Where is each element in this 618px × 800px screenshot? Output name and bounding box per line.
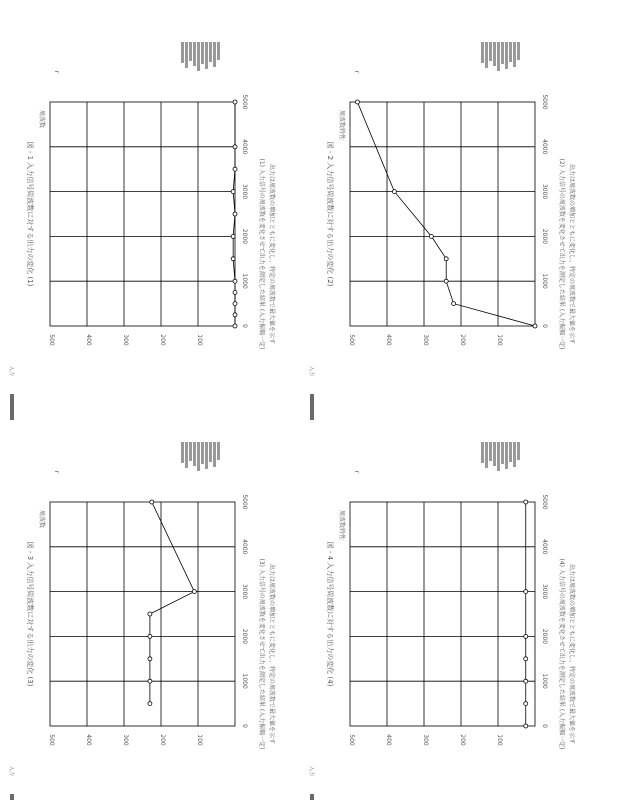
x-tick-label: 3000 <box>241 183 248 200</box>
corner-mark: r <box>53 470 60 474</box>
x-tick-label: 1000 <box>241 673 248 689</box>
caption-line-1: (2) 入力信号の周波数を変化させて出力を測定した結果 (入力振幅一定) <box>558 158 565 350</box>
x-tick-label: 5000 <box>241 94 248 110</box>
caption-line-1: (1) 入力信号の周波数を変化させて出力を測定した結果 (入力振幅一定) <box>258 158 265 350</box>
data-point <box>233 145 237 149</box>
series-line <box>150 502 194 704</box>
chart-subtitle: 周波数 <box>38 110 45 129</box>
x-tick-label: 1000 <box>241 273 248 289</box>
x-tick-label: 0 <box>241 324 248 328</box>
x-tick-label: 1000 <box>541 273 548 289</box>
x-tick-label: 2000 <box>241 628 248 645</box>
left-label: 入力 <box>8 765 14 777</box>
x-tick-label: 4000 <box>541 539 548 555</box>
note-block <box>481 42 520 71</box>
y-tick-label: 100 <box>496 734 503 746</box>
data-point <box>148 679 152 683</box>
x-tick-label: 3000 <box>241 583 248 600</box>
caption-line-2: 出力は周波数の増加とともに変化し、特定の周波数で最大値を示す <box>268 163 275 345</box>
data-point <box>233 279 237 283</box>
x-tick-label: 2000 <box>541 628 548 645</box>
y-tick-label: 500 <box>348 334 355 346</box>
y-tick-label: 200 <box>459 734 466 746</box>
data-point <box>150 500 154 504</box>
data-point <box>524 724 528 728</box>
x-tick-label: 0 <box>541 724 548 728</box>
chart-subtitle: 周波数 <box>38 510 45 529</box>
y-tick-label: 400 <box>385 334 392 346</box>
x-tick-label: 2000 <box>541 228 548 245</box>
data-point <box>231 190 235 194</box>
data-point <box>192 590 196 594</box>
y-tick-label: 200 <box>459 334 466 346</box>
y-tick-label: 300 <box>422 734 429 746</box>
plot-frame <box>350 102 535 326</box>
data-point <box>233 302 237 306</box>
caption-line-2: 出力は周波数の増加とともに変化し、特定の周波数で最大値を示す <box>268 563 275 745</box>
series-line <box>357 102 535 326</box>
y-tick-label: 400 <box>85 334 92 346</box>
data-point <box>429 234 433 238</box>
margin-bar <box>10 394 14 420</box>
y-tick-label: 400 <box>85 734 92 746</box>
x-tick-label: 5000 <box>541 94 548 110</box>
data-point <box>233 313 237 317</box>
data-point <box>148 657 152 661</box>
data-point <box>444 257 448 261</box>
y-tick-label: 300 <box>122 334 129 346</box>
plot-frame <box>50 502 235 726</box>
data-point <box>392 190 396 194</box>
y-tick-label: 100 <box>496 334 503 346</box>
x-tick-label: 4000 <box>241 139 248 155</box>
data-point <box>524 657 528 661</box>
y-tick-label: 400 <box>385 734 392 746</box>
left-label: 入力 <box>8 365 14 377</box>
data-point <box>148 634 152 638</box>
caption-line-1: (3) 入力信号の周波数を変化させて出力を測定した結果 (入力振幅一定) <box>258 558 265 750</box>
x-tick-label: 0 <box>541 324 548 328</box>
y-tick-label: 100 <box>196 734 203 746</box>
caption-line-2: 出力は周波数の増加とともに変化し、特定の周波数で最大値を示す <box>568 563 575 745</box>
data-point <box>452 302 456 306</box>
data-point <box>524 702 528 706</box>
y-tick-label: 100 <box>196 334 203 346</box>
margin-bar <box>310 394 314 420</box>
chart-panel-4 <box>308 442 576 800</box>
margin-bar <box>10 794 14 800</box>
x-tick-label: 3000 <box>541 183 548 200</box>
data-point <box>524 634 528 638</box>
plot-frame <box>350 502 535 726</box>
data-point <box>148 702 152 706</box>
chart-title: 図 - 4 入力信号周波数に対する出力の変化 (4) <box>326 541 334 687</box>
chart-panel-1 <box>8 42 276 420</box>
margin-bar <box>310 794 314 800</box>
chart-title: 図 - 3 入力信号周波数に対する出力の変化 (3) <box>26 541 34 687</box>
caption-line-2: 出力は周波数の増加とともに変化し、特定の周波数で最大値を示す <box>568 163 575 345</box>
chart-subtitle: 周波数特性 <box>338 510 345 541</box>
data-point <box>233 100 237 104</box>
data-point <box>533 324 537 328</box>
left-label: 入力 <box>308 365 314 377</box>
x-tick-label: 2000 <box>241 228 248 245</box>
data-point <box>231 257 235 261</box>
data-point <box>444 279 448 283</box>
y-tick-label: 500 <box>48 334 55 346</box>
chart-title: 図 - 1 入力信号周波数に対する出力の変化 (1) <box>26 141 34 287</box>
y-tick-label: 200 <box>159 334 166 346</box>
data-point <box>233 212 237 216</box>
corner-mark: r <box>353 70 360 74</box>
x-tick-label: 4000 <box>541 139 548 155</box>
y-tick-label: 200 <box>159 734 166 746</box>
chart-panel-2 <box>308 42 576 420</box>
x-tick-label: 4000 <box>241 539 248 555</box>
data-point <box>233 324 237 328</box>
chart-title: 図 - 2 入力信号周波数に対する出力の変化 (2) <box>326 141 334 287</box>
left-label: 入力 <box>308 765 314 777</box>
y-tick-label: 500 <box>48 734 55 746</box>
y-tick-label: 300 <box>122 734 129 746</box>
x-tick-label: 1000 <box>541 673 548 689</box>
data-point <box>233 167 237 171</box>
data-point <box>233 290 237 294</box>
y-tick-label: 500 <box>348 734 355 746</box>
data-point <box>355 100 359 104</box>
corner-mark: r <box>353 470 360 474</box>
plot-frame <box>50 102 235 326</box>
x-tick-label: 5000 <box>241 494 248 510</box>
data-point <box>524 679 528 683</box>
note-block <box>181 42 220 71</box>
x-tick-label: 0 <box>241 724 248 728</box>
x-tick-label: 3000 <box>541 583 548 600</box>
x-tick-label: 5000 <box>541 494 548 510</box>
note-block <box>481 442 520 471</box>
chart-subtitle: 周波数特性 <box>338 110 345 141</box>
corner-mark: r <box>53 70 60 74</box>
note-block <box>181 442 220 471</box>
chart-panel-3 <box>8 442 276 800</box>
data-point <box>231 234 235 238</box>
caption-line-1: (4) 入力信号の周波数を変化させて出力を測定した結果 (入力振幅一定) <box>558 558 565 750</box>
data-point <box>524 590 528 594</box>
data-point <box>524 500 528 504</box>
data-point <box>148 612 152 616</box>
y-tick-label: 300 <box>422 334 429 346</box>
